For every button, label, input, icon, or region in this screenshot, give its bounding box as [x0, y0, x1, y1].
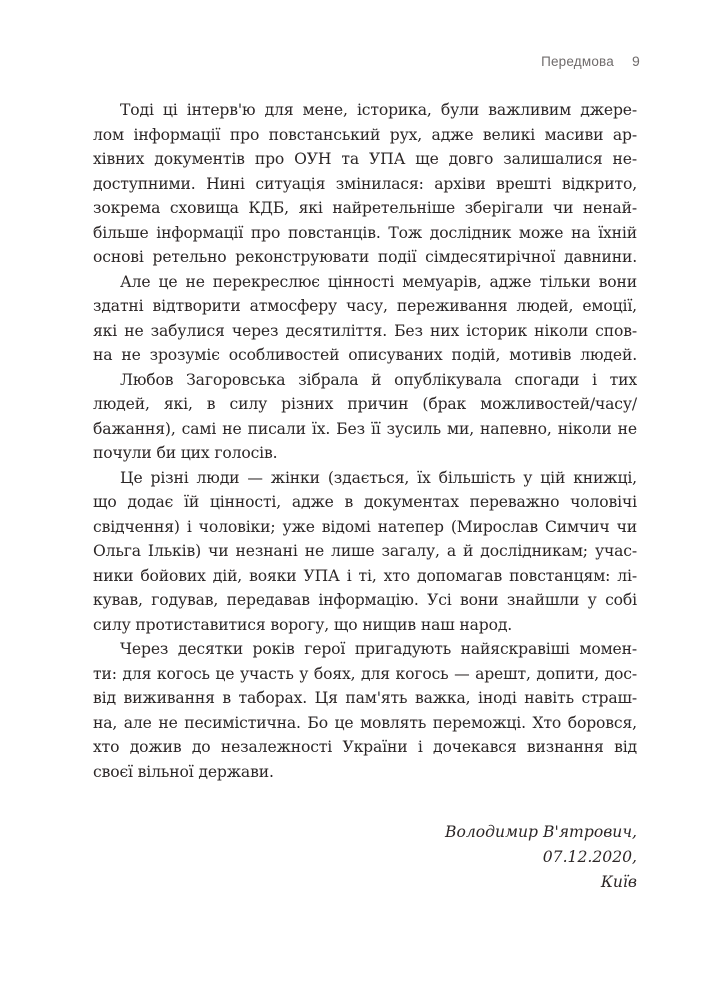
paragraph-2-line: які не забулися через десятиліття. Без них історик ніколи спов-: [93, 321, 637, 340]
paragraph-5-line: ти: для когось це участь у боях, для когось — арешт, допити, дос-: [93, 664, 637, 683]
paragraph-3-line: почули би цих голосів.: [93, 444, 278, 462]
body-text: [93, 98, 637, 784]
paragraph-5-line: від виживання в таборах. Ця пам'ять важка, іноді навіть страш-: [93, 689, 637, 707]
paragraph-4-line: свідчення) і чоловіки; уже відомі натепер (Мирослав Симчич чи: [93, 517, 637, 536]
paragraph-1-line: лом інформації про повстанський рух, адже великі масиви ар-: [93, 125, 637, 144]
paragraph-5-line: на, але не песимістична. Бо це мовлять переможці. Хто боровся,: [93, 713, 637, 732]
paragraph-5-line: Через десятки років герої пригадують найяскравіші момен-: [120, 640, 637, 658]
paragraph-1-line: хівних документів про ОУН та УПА ще довго залишалися не-: [93, 150, 637, 168]
paragraph-1-line: більше інформації про повстанців. Тож дослідник може на їхній: [93, 223, 637, 242]
paragraph-4-line: Це різні люди — жінки (здається, їх більшість у цій книжці,: [120, 468, 637, 487]
paragraph-5-line: своєї вільної держави.: [93, 762, 274, 781]
signature-block: [445, 820, 637, 895]
section-title: Передмова: [541, 54, 614, 69]
paragraph-4-line: Ольга Ільків) чи незнані не лише загалу, а й дослідникам; учас-: [93, 542, 637, 560]
signature-author: Володимир В'ятрович,: [444, 823, 637, 841]
paragraph-4-line: ники бойових дій, вояки УПА і ті, хто допомагав повстанцям: лі-: [93, 566, 637, 585]
signature-place: Київ: [600, 873, 637, 891]
paragraph-4-line: кував, годував, передавав інформацію. Усі вони знайшли у собі: [93, 591, 637, 609]
signature-date: 07.12.2020,: [542, 848, 637, 866]
paragraph-3-line: людей, які, в силу різних причин (брак можливостей/часу/: [93, 395, 637, 413]
running-header: [541, 53, 640, 69]
paragraph-4-line: силу протиставитися ворогу, що нищив наш народ.: [93, 615, 513, 634]
page-number: 9: [632, 53, 640, 69]
paragraph-1-line: Тоді ці інтерв'ю для мене, історика, були важливим джере-: [120, 101, 637, 119]
paragraph-1-line: доступними. Нині ситуація змінилася: архіви врешті відкрито,: [93, 174, 637, 193]
paragraph-1-line: зокрема сховища КДБ, які найретельніше зберігали чи ненай-: [93, 199, 637, 217]
paragraph-2-line: Але це не перекреслює цінності мемуарів, адже тільки вони: [120, 272, 637, 291]
paragraph-2-line: здатні відтворити атмосферу часу, переживання людей, емоції,: [93, 297, 637, 315]
paragraph-3-line: Любов Загоровська зібрала й опублікувала спогади і тих: [120, 370, 637, 389]
paragraph-4-line: що додає їй цінності, адже в документах переважно чоловічі: [93, 493, 637, 511]
paragraph-1-line: основі ретельно реконструювати події сімдесятирічної давнини.: [93, 248, 637, 266]
paragraph-5-line: хто дожив до незалежності України і дочекався визнання від: [93, 738, 637, 756]
paragraph-2-line: на не зрозуміє особливостей описуваних подій, мотивів людей.: [93, 346, 637, 364]
paragraph-3-line: бажання), самі не писали їх. Без її зусиль ми, напевно, ніколи не: [93, 419, 637, 438]
